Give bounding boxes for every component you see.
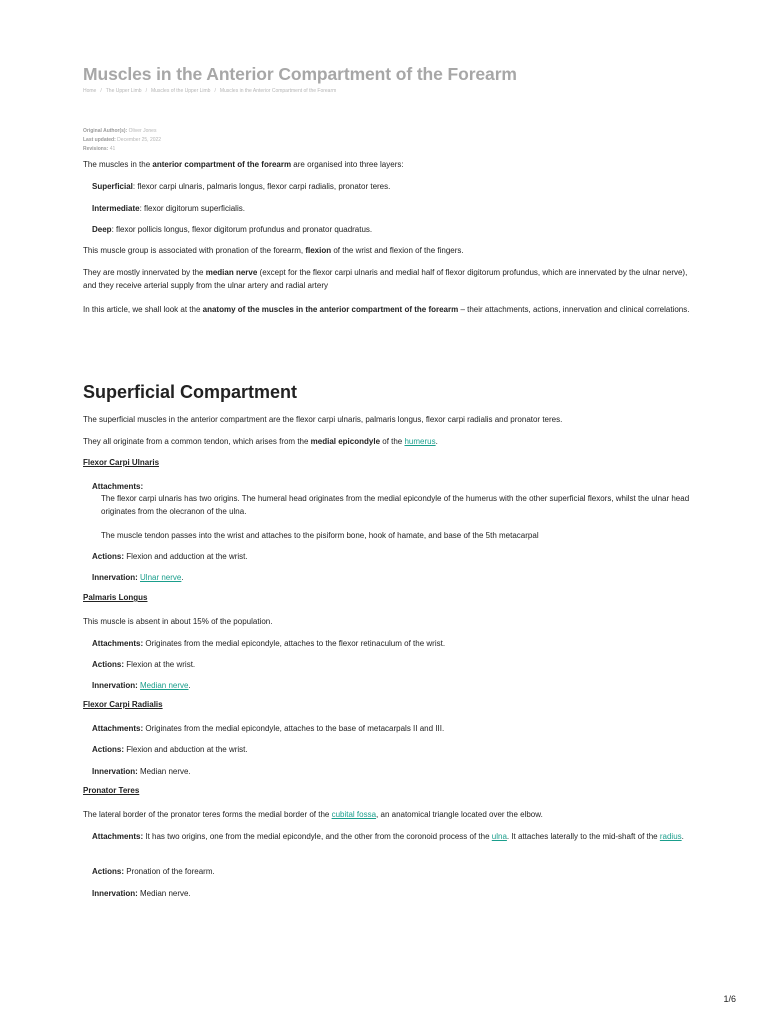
intro-paragraph: The muscles in the anterior compartment of the forearm are organised into three layers:: [83, 160, 404, 169]
innervation-paragraph: They are mostly innervated by the median nerve (except for the flexor carpi ulnaris and medial half of flexor digitorum profundus, which are innervated by the ulnar nerve), and they receive arterial supply from the ulnar artery and radial artery: [83, 268, 688, 290]
pl-innervation: Innervation: Median nerve.: [92, 681, 191, 690]
heading-palmaris-longus: Palmaris Longus: [83, 593, 148, 602]
pl-actions: Actions: Flexion at the wrist.: [92, 660, 196, 669]
updated-line: Last updated: December 25, 2022: [83, 137, 162, 143]
fcu-innervation: Innervation: Ulnar nerve.: [92, 573, 184, 582]
fcu-attachments-insertion: The muscle tendon passes into the wrist and attaches to the pisiform bone, hook of hamate, and base of the 5th metacarpal: [101, 531, 539, 540]
superficial-intro: The superficial muscles in the anterior compartment are the flexor carpi ulnaris, palmaris longus, flexor carpi radialis and pronator teres.: [83, 415, 563, 424]
pl-absence-paragraph: This muscle is absent in about 15% of the population.: [83, 617, 273, 626]
breadcrumb-home[interactable]: Home: [83, 88, 97, 94]
function-paragraph: This muscle group is associated with pronation of the forearm, flexion of the wrist and flexion of the fingers.: [83, 246, 464, 255]
pt-attachments: Attachments: It has two origins, one from the medial epicondyle, and the other from the coronoid process of the ulna. It attaches laterally to the mid-shaft of the radius.: [92, 832, 684, 841]
author-line: Original Author(s): Oliver Jones: [83, 128, 157, 134]
article-meta: [83, 127, 161, 154]
section-heading-superficial: Superficial Compartment: [83, 382, 298, 402]
fcu-attachments-origin: The flexor carpi ulnaris has two origins. The humeral head originates from the medial epicondyle of the humerus with the other superficial flexors, whilst the ulnar head originates from the olecranon of the ulna.: [101, 494, 690, 516]
humerus-link[interactable]: humerus: [404, 437, 436, 446]
layer-superficial: Superficial: flexor carpi ulnaris, palmaris longus, flexor carpi radialis, pronator teres.: [92, 182, 391, 191]
pt-innervation: Innervation: Median nerve.: [92, 889, 191, 898]
fcu-actions: Actions: Flexion and adduction at the wrist.: [92, 552, 248, 561]
page-number: 1/6: [723, 994, 736, 1004]
fcr-attachments: Attachments: Originates from the medial epicondyle, attaches to the base of metacarpals II and III.: [92, 724, 445, 733]
pt-actions: Actions: Pronation of the forearm.: [92, 867, 215, 876]
revisions-count: 41: [109, 146, 116, 152]
page-title: Muscles in the Anterior Compartment of the Forearm: [83, 64, 517, 84]
ulna-link[interactable]: ulna: [491, 832, 507, 841]
fcr-actions: Actions: Flexion and abduction at the wrist.: [92, 745, 248, 754]
breadcrumb-upper-limb[interactable]: The Upper Limb: [105, 88, 142, 94]
breadcrumb-current: Muscles in the Anterior Compartment of the Forearm: [219, 88, 337, 94]
radius-link[interactable]: radius: [659, 832, 682, 841]
heading-flexor-carpi-radialis: Flexor Carpi Radialis: [83, 700, 163, 709]
overview-paragraph: In this article, we shall look at the anatomy of the muscles in the anterior compartment of the forearm – their attachments, actions, innervation and clinical correlations.: [83, 305, 690, 314]
layer-intermediate: Intermediate: flexor digitorum superficialis.: [92, 204, 245, 213]
author-name: Oliver Jones: [128, 128, 157, 134]
fcu-attachments-label: Attachments:: [92, 482, 144, 491]
breadcrumb-muscles-upper-limb[interactable]: Muscles of the Upper Limb: [150, 88, 211, 94]
common-tendon-paragraph: They all originate from a common tendon, which arises from the medial epicondyle of the humerus.: [83, 437, 438, 446]
updated-date: December 25, 2022: [117, 137, 162, 143]
median-nerve-link[interactable]: Median nerve: [140, 681, 189, 690]
heading-pronator-teres: Pronator Teres: [83, 786, 140, 795]
pl-attachments: Attachments: Originates from the medial epicondyle, attaches to the flexor retinaculum of the wrist.: [92, 639, 446, 648]
heading-flexor-carpi-ulnaris: Flexor Carpi Ulnaris: [83, 458, 160, 467]
cubital-fossa-link[interactable]: cubital fossa: [331, 810, 377, 819]
fcr-innervation: Innervation: Median nerve.: [92, 767, 191, 776]
breadcrumb: Home / The Upper Limb / Muscles of the Upper Limb / Muscles in the Anterior Compartment of the Forearm: [83, 88, 337, 94]
layer-deep: Deep: flexor pollicis longus, flexor digitorum profundus and pronator quadratus.: [92, 225, 373, 234]
ulnar-nerve-link[interactable]: Ulnar nerve: [140, 573, 182, 582]
pt-border-paragraph: The lateral border of the pronator teres forms the medial border of the cubital fossa, an anatomical triangle located over the elbow.: [83, 810, 543, 819]
revisions-line: Revisions: 41: [83, 146, 116, 152]
